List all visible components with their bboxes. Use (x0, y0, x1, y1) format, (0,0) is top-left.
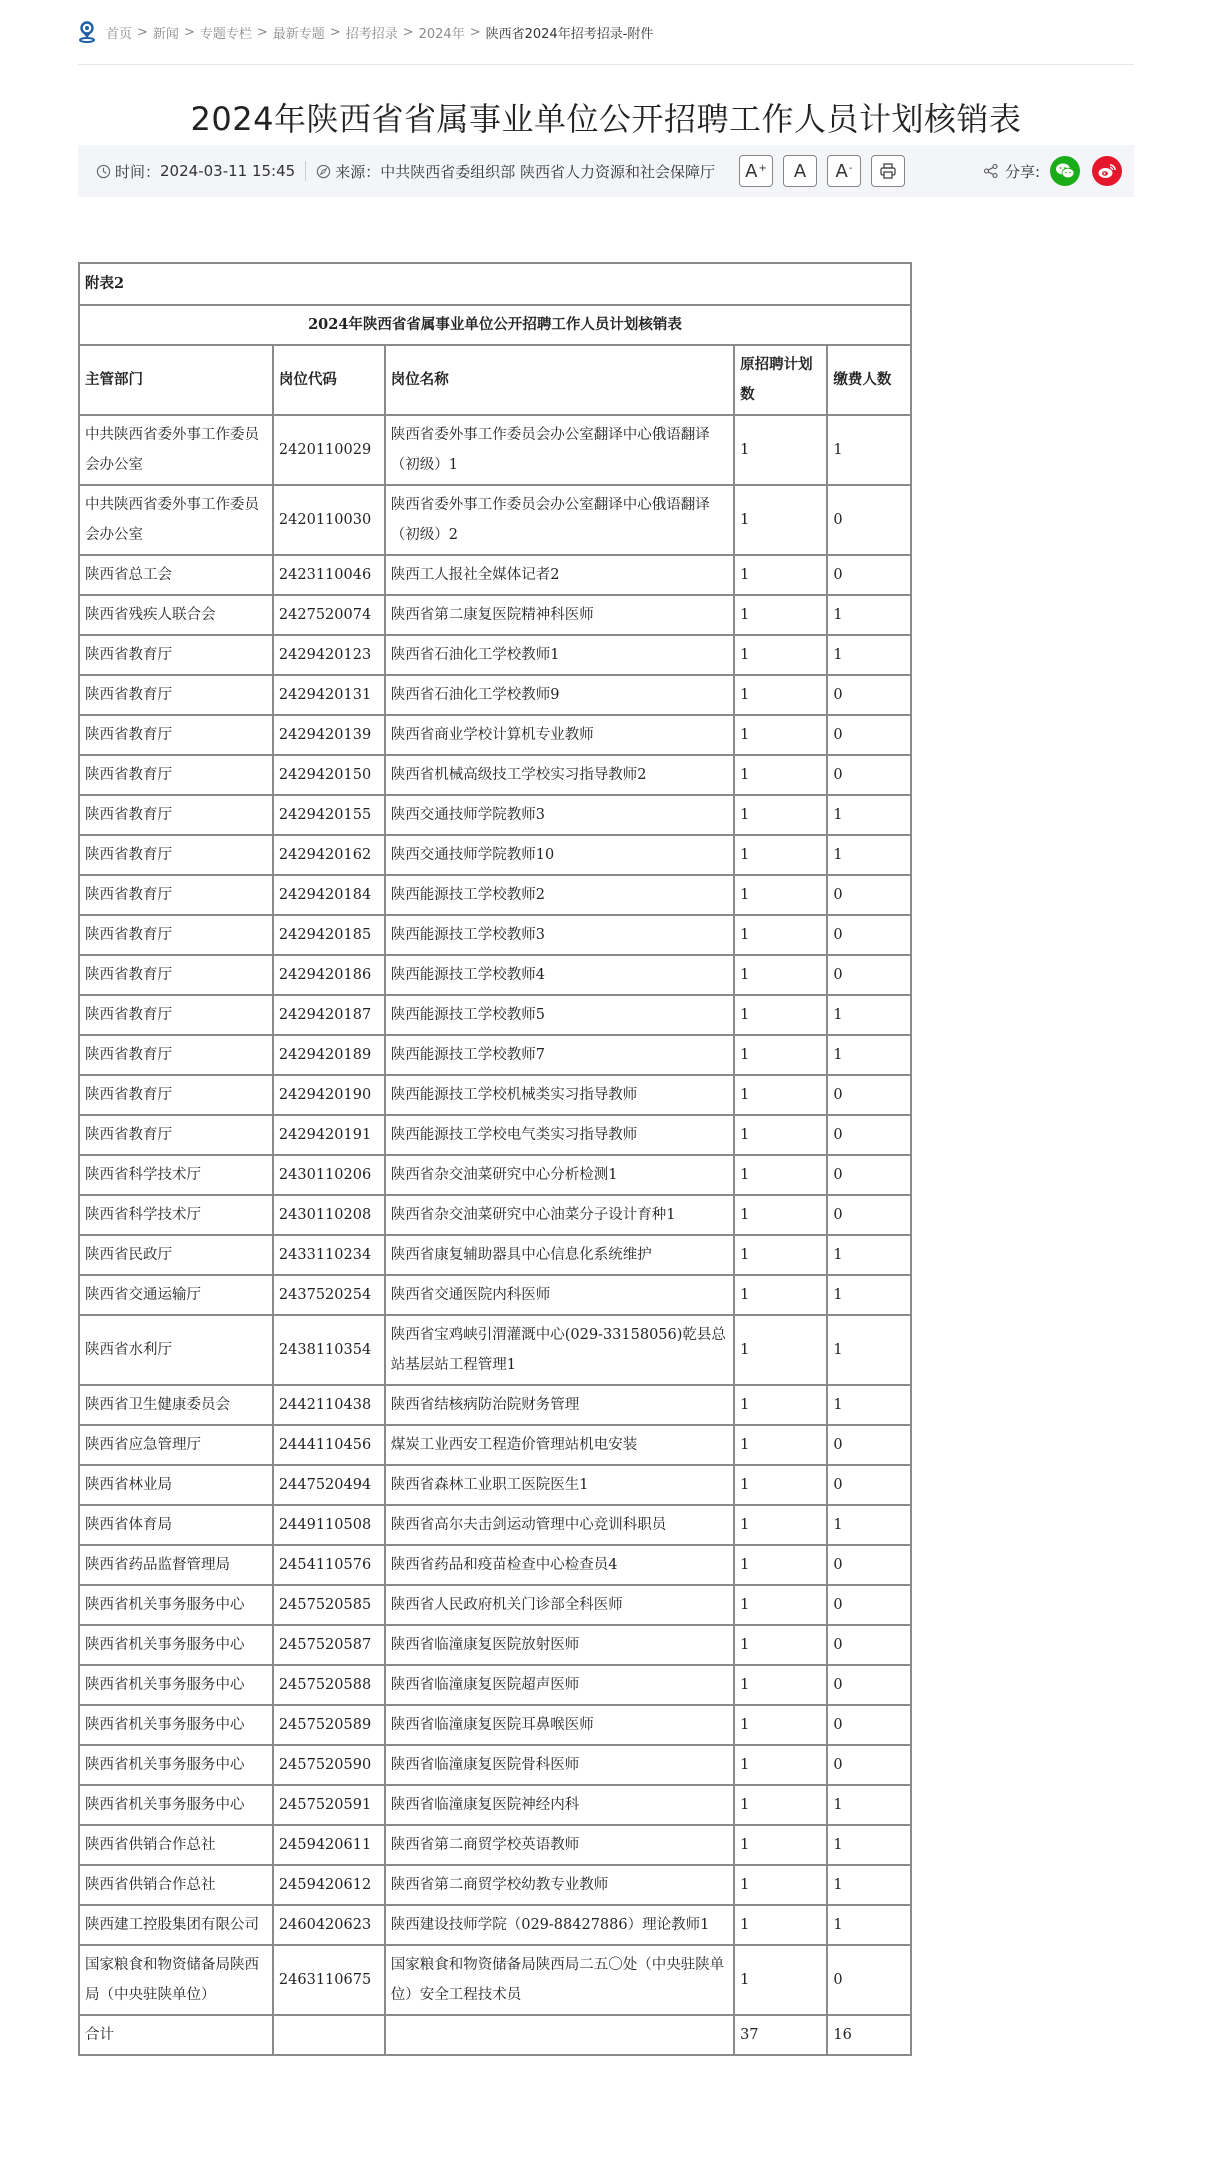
cell-department: 陕西省教育厅 (79, 835, 273, 875)
cell-planned-count: 1 (734, 635, 827, 675)
cell-planned-count: 1 (734, 1235, 827, 1275)
cell-position-code: 2420110029 (273, 415, 385, 485)
table-row (79, 1315, 911, 1385)
cell-department: 陕西省体育局 (79, 1505, 273, 1545)
cell-position-name: 陕西省人民政府机关门诊部全科医师 (385, 1585, 734, 1625)
cell-position-code: 2457520591 (273, 1785, 385, 1825)
breadcrumb (78, 0, 1134, 65)
publish-time (96, 161, 295, 182)
table-caption: 附表2 (79, 263, 911, 305)
cell-position-code: 2433110234 (273, 1235, 385, 1275)
cell-paid-count: 1 (827, 595, 911, 635)
cell-department: 陕西省科学技术厅 (79, 1195, 273, 1235)
weibo-icon (1097, 162, 1117, 180)
cell-position-name: 陕西交通技师学院教师10 (385, 835, 734, 875)
cell-position-code: 2429420150 (273, 755, 385, 795)
cell-department: 陕西省应急管理厅 (79, 1425, 273, 1465)
cell-paid-count: 1 (827, 415, 911, 485)
cell-paid-count: 1 (827, 1315, 911, 1385)
cell-department: 中共陕西省委外事工作委员会办公室 (79, 485, 273, 555)
cell-position-name: 国家粮食和物资储备局陕西局二五〇处（中央驻陕单位）安全工程技术员 (385, 1945, 734, 2015)
cell-paid-count: 0 (827, 875, 911, 915)
print-button[interactable] (871, 155, 905, 187)
wechat-icon (1055, 162, 1075, 180)
cell-department: 陕西省残疾人联合会 (79, 595, 273, 635)
cell-paid-count: 0 (827, 1425, 911, 1465)
header-planned-count: 原招聘计划数 (734, 345, 827, 415)
cell-paid-count: 0 (827, 1585, 911, 1625)
table-row (79, 1705, 911, 1745)
cell-position-code: 2423110046 (273, 555, 385, 595)
cell-department: 陕西省教育厅 (79, 795, 273, 835)
cell-department: 陕西省教育厅 (79, 755, 273, 795)
cell-planned-count: 1 (734, 795, 827, 835)
cell-position-code: 2427520074 (273, 595, 385, 635)
cell-position-code: 2442110438 (273, 1385, 385, 1425)
cell-position-name: 陕西省第二康复医院精神科医师 (385, 595, 734, 635)
table-row (79, 1235, 911, 1275)
table-row (79, 1545, 911, 1585)
cell-position-code: 2429420186 (273, 955, 385, 995)
cell-position-code: 2437520254 (273, 1275, 385, 1315)
table-row (79, 1945, 911, 2015)
header-position-name: 岗位名称 (385, 345, 734, 415)
table-row (79, 1585, 911, 1625)
cell-department: 陕西省教育厅 (79, 995, 273, 1035)
cell-position-name: 陕西省高尔夫击剑运动管理中心竞训科职员 (385, 1505, 734, 1545)
cell-department: 国家粮食和物资储备局陕西局（中央驻陕单位） (79, 1945, 273, 2015)
clock-icon (96, 164, 111, 179)
table-row (79, 1665, 911, 1705)
meta-divider (305, 161, 306, 181)
cell-paid-count: 0 (827, 1465, 911, 1505)
cell-planned-count: 1 (734, 1075, 827, 1115)
cell-position-name: 陕西省第二商贸学校幼教专业教师 (385, 1865, 734, 1905)
table-row (79, 755, 911, 795)
cell-planned-count: 1 (734, 955, 827, 995)
cell-planned-count: 1 (734, 1665, 827, 1705)
source-value: 中共陕西省委组织部 陕西省人力资源和社会保障厅 (380, 162, 715, 181)
cell-paid-count: 0 (827, 955, 911, 995)
cell-department: 中共陕西省委外事工作委员会办公室 (79, 415, 273, 485)
cell-department: 陕西省林业局 (79, 1465, 273, 1505)
cell-paid-count: 0 (827, 1115, 911, 1155)
cell-position-code: 2429420162 (273, 835, 385, 875)
table-row (79, 915, 911, 955)
table-row (79, 1195, 911, 1235)
table-row (79, 715, 911, 755)
cell-paid-count: 1 (827, 1905, 911, 1945)
table-title: 2024年陕西省省属事业单位公开招聘工作人员计划核销表 (79, 305, 911, 345)
total-cell-planned-count: 37 (734, 2015, 827, 2055)
cell-position-code: 2429420190 (273, 1075, 385, 1115)
table-row (79, 795, 911, 835)
cell-department: 陕西省民政厅 (79, 1235, 273, 1275)
cell-planned-count: 1 (734, 595, 827, 635)
cell-department: 陕西省机关事务服务中心 (79, 1785, 273, 1825)
cell-position-code: 2429420189 (273, 1035, 385, 1075)
cell-position-name: 陕西交通技师学院教师3 (385, 795, 734, 835)
cell-position-code: 2420110030 (273, 485, 385, 555)
cell-planned-count: 1 (734, 835, 827, 875)
cell-paid-count: 1 (827, 1385, 911, 1425)
cell-position-code: 2460420623 (273, 1905, 385, 1945)
cell-position-name: 陕西省结核病防治院财务管理 (385, 1385, 734, 1425)
cell-position-code: 2429420139 (273, 715, 385, 755)
font-default-button[interactable]: A (783, 155, 817, 187)
cell-position-name: 陕西省委外事工作委员会办公室翻译中心俄语翻译（初级）2 (385, 485, 734, 555)
table-row (79, 1115, 911, 1155)
cell-department: 陕西省教育厅 (79, 635, 273, 675)
cell-position-name: 陕西能源技工学校教师2 (385, 875, 734, 915)
total-cell-paid-count: 16 (827, 2015, 911, 2055)
cell-position-code: 2447520494 (273, 1465, 385, 1505)
cell-position-name: 陕西省第二商贸学校英语教师 (385, 1825, 734, 1865)
cell-paid-count: 1 (827, 635, 911, 675)
cell-planned-count: 1 (734, 1315, 827, 1385)
cell-position-name: 陕西能源技工学校电气类实习指导教师 (385, 1115, 734, 1155)
cell-position-code: 2444110456 (273, 1425, 385, 1465)
cell-position-code: 2454110576 (273, 1545, 385, 1585)
breadcrumb-home[interactable]: 首页 (106, 26, 133, 42)
cell-position-name: 陕西省委外事工作委员会办公室翻译中心俄语翻译（初级）1 (385, 415, 734, 485)
cell-position-name: 陕西省交通医院内科医师 (385, 1275, 734, 1315)
cell-position-name: 陕西能源技工学校教师4 (385, 955, 734, 995)
cell-planned-count: 1 (734, 1825, 827, 1865)
cell-planned-count: 1 (734, 995, 827, 1035)
article-meta-bar (78, 145, 1134, 197)
cell-department: 陕西省教育厅 (79, 915, 273, 955)
total-cell-position-name (385, 2015, 734, 2055)
cell-position-code: 2429420184 (273, 875, 385, 915)
total-cell-department: 合计 (79, 2015, 273, 2055)
share-area (983, 156, 1122, 186)
cell-department: 陕西省总工会 (79, 555, 273, 595)
table-row (79, 1905, 911, 1945)
breadcrumb-current: 陕西省2024年招考招录-附件 (485, 26, 654, 42)
share-icon (983, 163, 999, 179)
cell-paid-count: 0 (827, 915, 911, 955)
cell-position-name: 陕西工人报社全媒体记者2 (385, 555, 734, 595)
cell-position-code: 2429420187 (273, 995, 385, 1035)
cell-planned-count: 1 (734, 715, 827, 755)
cell-planned-count: 1 (734, 915, 827, 955)
cell-department: 陕西省教育厅 (79, 715, 273, 755)
cell-planned-count: 1 (734, 1905, 827, 1945)
cell-position-code: 2459420612 (273, 1865, 385, 1905)
table-row (79, 1275, 911, 1315)
cell-position-code: 2429420131 (273, 675, 385, 715)
cell-position-code: 2429420155 (273, 795, 385, 835)
cell-position-name: 煤炭工业西安工程造价管理站机电安装 (385, 1425, 734, 1465)
cell-paid-count: 1 (827, 1505, 911, 1545)
cell-department: 陕西省卫生健康委员会 (79, 1385, 273, 1425)
cell-planned-count: 1 (734, 485, 827, 555)
cell-paid-count: 0 (827, 555, 911, 595)
cell-paid-count: 0 (827, 1665, 911, 1705)
table-row (79, 1825, 911, 1865)
cell-planned-count: 1 (734, 555, 827, 595)
table-row (79, 1075, 911, 1115)
header-position-code: 岗位代码 (273, 345, 385, 415)
font-decrease-button[interactable]: A - (827, 155, 861, 187)
cell-department: 陕西省供销合作总社 (79, 1825, 273, 1865)
cell-position-name: 陕西省宝鸡峡引渭灌溉中心(029-33158056)乾县总站基层站工程管理1 (385, 1315, 734, 1385)
cell-position-code: 2449110508 (273, 1505, 385, 1545)
share-wechat-button[interactable] (1050, 156, 1080, 186)
cell-department: 陕西省教育厅 (79, 955, 273, 995)
cell-department: 陕西省教育厅 (79, 875, 273, 915)
cell-position-code: 2429420191 (273, 1115, 385, 1155)
breadcrumb-separator: > (183, 24, 195, 40)
cell-planned-count: 1 (734, 675, 827, 715)
publish-source (316, 161, 715, 182)
printer-icon (879, 162, 897, 180)
share-weibo-button[interactable] (1092, 156, 1122, 186)
breadcrumb-news[interactable]: 新闻 (152, 26, 179, 42)
cell-paid-count: 1 (827, 1785, 911, 1825)
cell-position-name: 陕西省临潼康复医院神经内科 (385, 1785, 734, 1825)
cell-department: 陕西省教育厅 (79, 1075, 273, 1115)
table-row (79, 635, 911, 675)
table-row (79, 1385, 911, 1425)
breadcrumb-special-topics[interactable]: 专题专栏 (199, 26, 252, 42)
cell-department: 陕西省水利厅 (79, 1315, 273, 1385)
cell-planned-count: 1 (734, 1545, 827, 1585)
total-cell-position-code (273, 2015, 385, 2055)
cell-position-name: 陕西能源技工学校教师3 (385, 915, 734, 955)
cell-paid-count: 1 (827, 835, 911, 875)
breadcrumb-separator: > (329, 24, 341, 40)
breadcrumb-separator: > (137, 24, 148, 40)
breadcrumb-separator: > (402, 24, 414, 40)
cell-position-name: 陕西省石油化工学校教师9 (385, 675, 734, 715)
table-caption-row (79, 263, 911, 305)
cell-planned-count: 1 (734, 1115, 827, 1155)
table-title-row (79, 305, 911, 345)
cell-position-name: 陕西省石油化工学校教师1 (385, 635, 734, 675)
font-size-tools (739, 155, 905, 187)
cell-planned-count: 1 (734, 1505, 827, 1545)
cell-department: 陕西省机关事务服务中心 (79, 1585, 273, 1625)
table-row (79, 1745, 911, 1785)
compass-icon (316, 164, 331, 179)
cell-planned-count: 1 (734, 1035, 827, 1075)
header-department: 主管部门 (79, 345, 273, 415)
table-header-row (79, 345, 911, 415)
cell-paid-count: 1 (827, 1275, 911, 1315)
cell-planned-count: 1 (734, 1745, 827, 1785)
cell-position-name: 陕西建设技师学院（029-88427886）理论教师1 (385, 1905, 734, 1945)
breadcrumb-separator: > (469, 24, 481, 40)
cell-paid-count: 0 (827, 1745, 911, 1785)
table-row (79, 1465, 911, 1505)
cell-position-code: 2430110208 (273, 1195, 385, 1235)
cell-position-name: 陕西省药品和疫苗检查中心检查员4 (385, 1545, 734, 1585)
cell-paid-count: 0 (827, 1545, 911, 1585)
cell-department: 陕西省药品监督管理局 (79, 1545, 273, 1585)
table-row (79, 595, 911, 635)
table-row (79, 1785, 911, 1825)
page-container (78, 0, 1134, 2043)
table-row (79, 1865, 911, 1905)
cell-position-code: 2457520588 (273, 1665, 385, 1705)
cell-paid-count: 0 (827, 1075, 911, 1115)
cell-paid-count: 1 (827, 1825, 911, 1865)
cell-paid-count: 0 (827, 485, 911, 555)
time-value: 2024-03-11 15:45 (160, 162, 296, 180)
breadcrumb-recruitment[interactable]: 招考招录 (345, 26, 398, 42)
cell-position-code: 2457520589 (273, 1705, 385, 1745)
cell-paid-count: 0 (827, 1945, 911, 2015)
cell-planned-count: 1 (734, 1155, 827, 1195)
cell-position-name: 陕西省临潼康复医院耳鼻喉医师 (385, 1705, 734, 1745)
recruitment-plan-table (78, 262, 912, 2056)
table-row (79, 1505, 911, 1545)
cell-planned-count: 1 (734, 1705, 827, 1745)
cell-department: 陕西省机关事务服务中心 (79, 1745, 273, 1785)
cell-department: 陕西省机关事务服务中心 (79, 1705, 273, 1745)
article-title: 2024年陕西省省属事业单位公开招聘工作人员计划核销表 (190, 100, 1022, 138)
cell-planned-count: 1 (734, 1945, 827, 2015)
cell-position-name: 陕西省商业学校计算机专业教师 (385, 715, 734, 755)
breadcrumb-latest-topics[interactable]: 最新专题 (272, 26, 325, 42)
cell-position-name: 陕西省临潼康复医院放射医师 (385, 1625, 734, 1665)
cell-position-name: 陕西能源技工学校教师7 (385, 1035, 734, 1075)
cell-paid-count: 1 (827, 1035, 911, 1075)
font-increase-button[interactable]: A + (739, 155, 773, 187)
cell-planned-count: 1 (734, 1625, 827, 1665)
cell-department: 陕西省交通运输厅 (79, 1275, 273, 1315)
cell-department: 陕西建工控股集团有限公司 (79, 1905, 273, 1945)
cell-planned-count: 1 (734, 1195, 827, 1235)
cell-position-code: 2459420611 (273, 1825, 385, 1865)
cell-department: 陕西省科学技术厅 (79, 1155, 273, 1195)
table-row (79, 835, 911, 875)
cell-planned-count: 1 (734, 1785, 827, 1825)
cell-position-name: 陕西省临潼康复医院超声医师 (385, 1665, 734, 1705)
cell-position-code: 2457520587 (273, 1625, 385, 1665)
cell-planned-count: 1 (734, 875, 827, 915)
cell-paid-count: 0 (827, 1155, 911, 1195)
cell-position-name: 陕西省杂交油菜研究中心油菜分子设计育种1 (385, 1195, 734, 1235)
cell-position-name: 陕西能源技工学校教师5 (385, 995, 734, 1035)
cell-planned-count: 1 (734, 755, 827, 795)
table-row (79, 875, 911, 915)
cell-paid-count: 0 (827, 755, 911, 795)
header-paid-count: 缴费人数 (827, 345, 911, 415)
cell-paid-count: 1 (827, 795, 911, 835)
cell-planned-count: 1 (734, 1425, 827, 1465)
share-label: 分享: (1004, 162, 1040, 181)
cell-position-code: 2438110354 (273, 1315, 385, 1385)
cell-planned-count: 1 (734, 1865, 827, 1905)
cell-paid-count: 1 (827, 995, 911, 1035)
breadcrumb-2024[interactable]: 2024年 (418, 26, 465, 42)
cell-paid-count: 0 (827, 1625, 911, 1665)
cell-position-code: 2429420123 (273, 635, 385, 675)
cell-planned-count: 1 (734, 415, 827, 485)
table-row (79, 1035, 911, 1075)
table-row (79, 675, 911, 715)
cell-position-code: 2457520590 (273, 1745, 385, 1785)
cell-planned-count: 1 (734, 1275, 827, 1315)
cell-position-code: 2429420185 (273, 915, 385, 955)
cell-department: 陕西省教育厅 (79, 675, 273, 715)
cell-planned-count: 1 (734, 1385, 827, 1425)
table-row (79, 485, 911, 555)
table-total-row (79, 2015, 911, 2055)
table-row (79, 1425, 911, 1465)
cell-position-name: 陕西省临潼康复医院骨科医师 (385, 1745, 734, 1785)
cell-paid-count: 0 (827, 1705, 911, 1745)
table-row (79, 955, 911, 995)
cell-department: 陕西省教育厅 (79, 1035, 273, 1075)
cell-planned-count: 1 (734, 1585, 827, 1625)
cell-paid-count: 1 (827, 1235, 911, 1275)
table-row (79, 1155, 911, 1195)
time-label: 时间： (115, 162, 161, 181)
cell-paid-count: 1 (827, 1865, 911, 1905)
cell-planned-count: 1 (734, 1465, 827, 1505)
cell-position-name: 陕西省杂交油菜研究中心分析检测1 (385, 1155, 734, 1195)
cell-position-code: 2463110675 (273, 1945, 385, 2015)
cell-department: 陕西省机关事务服务中心 (79, 1665, 273, 1705)
cell-paid-count: 0 (827, 1195, 911, 1235)
cell-paid-count: 0 (827, 715, 911, 755)
cell-position-code: 2430110206 (273, 1155, 385, 1195)
cell-position-code: 2457520585 (273, 1585, 385, 1625)
cell-position-name: 陕西省机械高级技工学校实习指导教师2 (385, 755, 734, 795)
breadcrumb-separator: > (256, 24, 268, 40)
cell-position-name: 陕西省康复辅助器具中心信息化系统维护 (385, 1235, 734, 1275)
source-label: 来源： (335, 162, 381, 181)
cell-paid-count: 0 (827, 675, 911, 715)
cell-department: 陕西省教育厅 (79, 1115, 273, 1155)
table-row (79, 555, 911, 595)
table-row (79, 1625, 911, 1665)
location-pin-icon (78, 21, 96, 43)
table-row (79, 995, 911, 1035)
cell-department: 陕西省供销合作总社 (79, 1865, 273, 1905)
cell-position-name: 陕西能源技工学校机械类实习指导教师 (385, 1075, 734, 1115)
cell-position-name: 陕西省森林工业职工医院医生1 (385, 1465, 734, 1505)
table-row (79, 415, 911, 485)
cell-department: 陕西省机关事务服务中心 (79, 1625, 273, 1665)
